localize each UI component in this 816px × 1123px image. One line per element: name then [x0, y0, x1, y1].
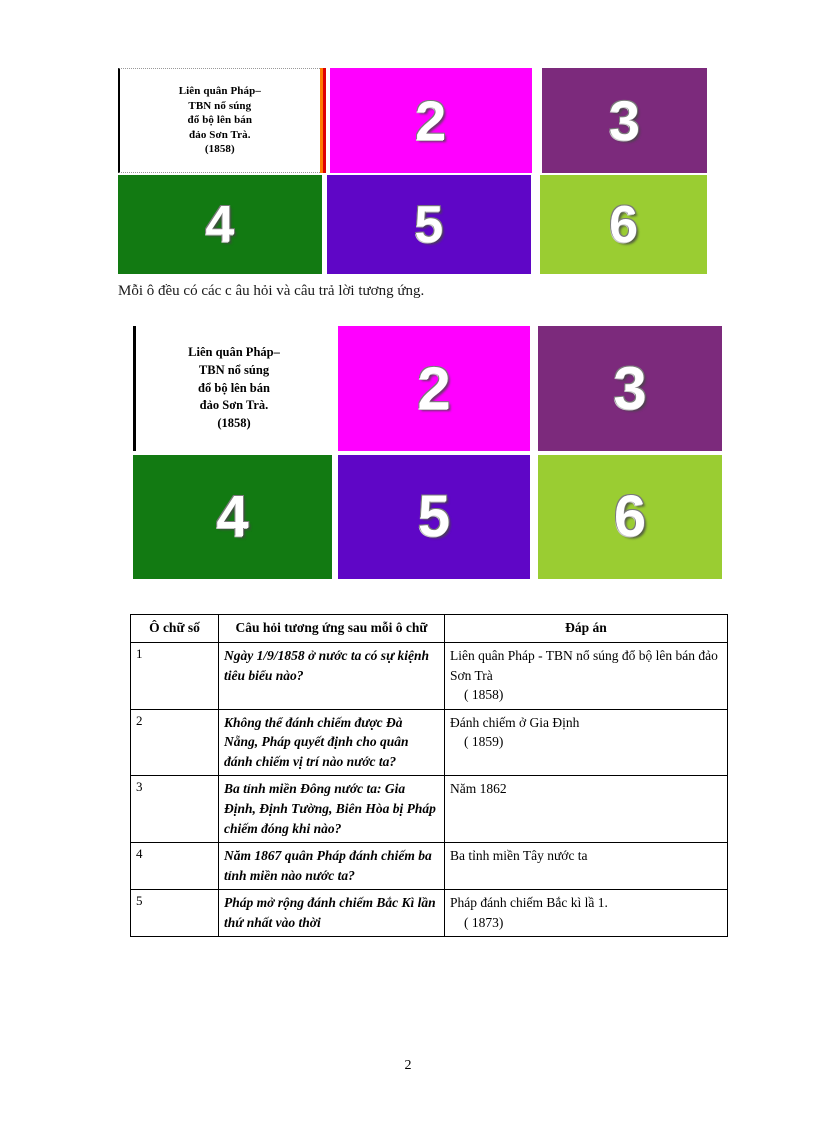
row-2-answer	[445, 709, 728, 776]
page-number: 2	[404, 1058, 412, 1073]
table-header-no: Ô chữ số	[131, 615, 219, 643]
grid1-question-line-2: TBN nổ súng	[188, 99, 252, 112]
grid2-cell-4-label: 4	[216, 484, 249, 549]
row-3-no: 3	[131, 776, 219, 843]
row-5-answer-line-2: ( 1873)	[464, 914, 504, 930]
grid1-cell-2[interactable]	[330, 68, 532, 173]
grid1-cell-5[interactable]	[327, 175, 532, 274]
grid1-question-line-4: đảo Sơn Trà.	[189, 128, 251, 141]
grid1-cell-4[interactable]	[118, 175, 322, 274]
grid2-cell-3-label: 3	[613, 354, 647, 422]
grid2-question-line-4: đảo Sơn Trà.	[199, 398, 269, 413]
answers-table-wrapper	[130, 614, 727, 937]
row-4-answer-line-1: Ba tỉnh miền Tây nước ta	[450, 848, 588, 864]
grid2-question-line-5: (1858)	[217, 416, 251, 431]
grid1-cell-3-label: 3	[608, 88, 641, 152]
grid1-cell-5-label: 5	[414, 195, 444, 254]
grid1-cell-4-label: 4	[205, 195, 235, 254]
answers-table	[130, 614, 728, 937]
grid1-row-2	[118, 175, 707, 274]
grid2-cell-5-label: 5	[417, 484, 451, 549]
table-row	[131, 709, 728, 776]
row-2-answer-line-1: Đánh chiếm ở Gia Định	[450, 714, 580, 730]
row-4-no: 4	[131, 843, 219, 890]
row-1-no: 1	[131, 643, 219, 710]
row-2-no: 2	[131, 709, 219, 776]
table-row	[131, 843, 728, 890]
grid2-cell-6-label: 6	[613, 484, 647, 549]
row-1-question: Ngày 1/9/1858 ở nước ta có sự kiệnh tiêu biểu nào?	[219, 643, 445, 710]
grid1-cell-6[interactable]	[540, 175, 707, 274]
grid2-question-line-3: đổ bộ lên bán	[198, 380, 270, 395]
row-1-answer	[445, 643, 728, 710]
grid2-question-line-2: TBN nổ súng	[198, 362, 270, 377]
row-3-question: Ba tỉnh miền Đông nước ta: Gia Định, Định Tường, Biên Hòa bị Pháp chiếm đóng khi nào?	[219, 776, 445, 843]
crossword-grid-2	[133, 326, 722, 579]
grid2-question-line-1: Liên quân Pháp–	[188, 345, 280, 360]
row-2-question: Không thể đánh chiếm được Đà Nẵng, Pháp quyết định cho quân đánh chiếm vị trí nào nước ta?	[219, 709, 445, 776]
row-5-answer	[445, 890, 728, 937]
crossword-grid-1	[118, 68, 707, 274]
grid2-cell-2[interactable]	[338, 326, 530, 451]
grid2-cell-6[interactable]	[538, 455, 722, 579]
grid1-cell-1-question[interactable]	[118, 68, 320, 173]
row-5-answer-line-1: Pháp đánh chiếm Bắc kì lầ 1.	[450, 895, 608, 911]
grid2-cell-4[interactable]	[133, 455, 332, 579]
row-5-question: Pháp mở rộng đánh chiếm Bắc Kì lần thứ nhất vào thời	[219, 890, 445, 937]
grid2-cell-2-label: 2	[417, 354, 451, 422]
grid1-cell-2-label: 2	[415, 88, 447, 152]
table-header-row	[131, 615, 728, 643]
grid1-question-line-5: (1858)	[204, 143, 235, 156]
grid2-cell-3[interactable]	[538, 326, 722, 451]
grid2-row-1	[133, 326, 722, 451]
row-1-answer-line-1: Liên quân Pháp - TBN nổ súng đổ bộ lên bán đảo Sơn Trà	[450, 648, 718, 683]
grid1-accent-stripe	[320, 68, 326, 173]
row-1-answer-line-2: ( 1858)	[464, 687, 504, 703]
row-5-no: 5	[131, 890, 219, 937]
table-header-answer: Đáp án	[445, 615, 728, 643]
grid2-cell-1-question[interactable]	[133, 326, 332, 451]
grid1-question-line-1: Liên quân Pháp–	[178, 85, 261, 98]
grid1-row-1	[118, 68, 707, 173]
table-row	[131, 776, 728, 843]
grid1-cell-3[interactable]	[542, 68, 707, 173]
row-3-answer-line-1: Năm 1862	[450, 781, 507, 797]
grid1-question-line-3: đổ bộ lên bán	[187, 114, 253, 127]
caption-text: Mỗi ô đều có các c âu hỏi và câu trả lời tương ứng.	[118, 283, 425, 299]
table-row	[131, 890, 728, 937]
grid2-row-2	[133, 455, 722, 579]
table-row	[131, 643, 728, 710]
row-2-answer-line-2: ( 1859)	[464, 734, 504, 750]
grid1-cell-6-label: 6	[609, 195, 639, 254]
row-4-question: Năm 1867 quân Pháp đánh chiếm ba tỉnh miền nào nước ta?	[219, 843, 445, 890]
row-3-answer	[445, 776, 728, 843]
grid2-cell-5[interactable]	[338, 455, 530, 579]
table-header-question: Câu hỏi tương ứng sau mỗi ô chữ	[219, 615, 445, 643]
row-4-answer	[445, 843, 728, 890]
